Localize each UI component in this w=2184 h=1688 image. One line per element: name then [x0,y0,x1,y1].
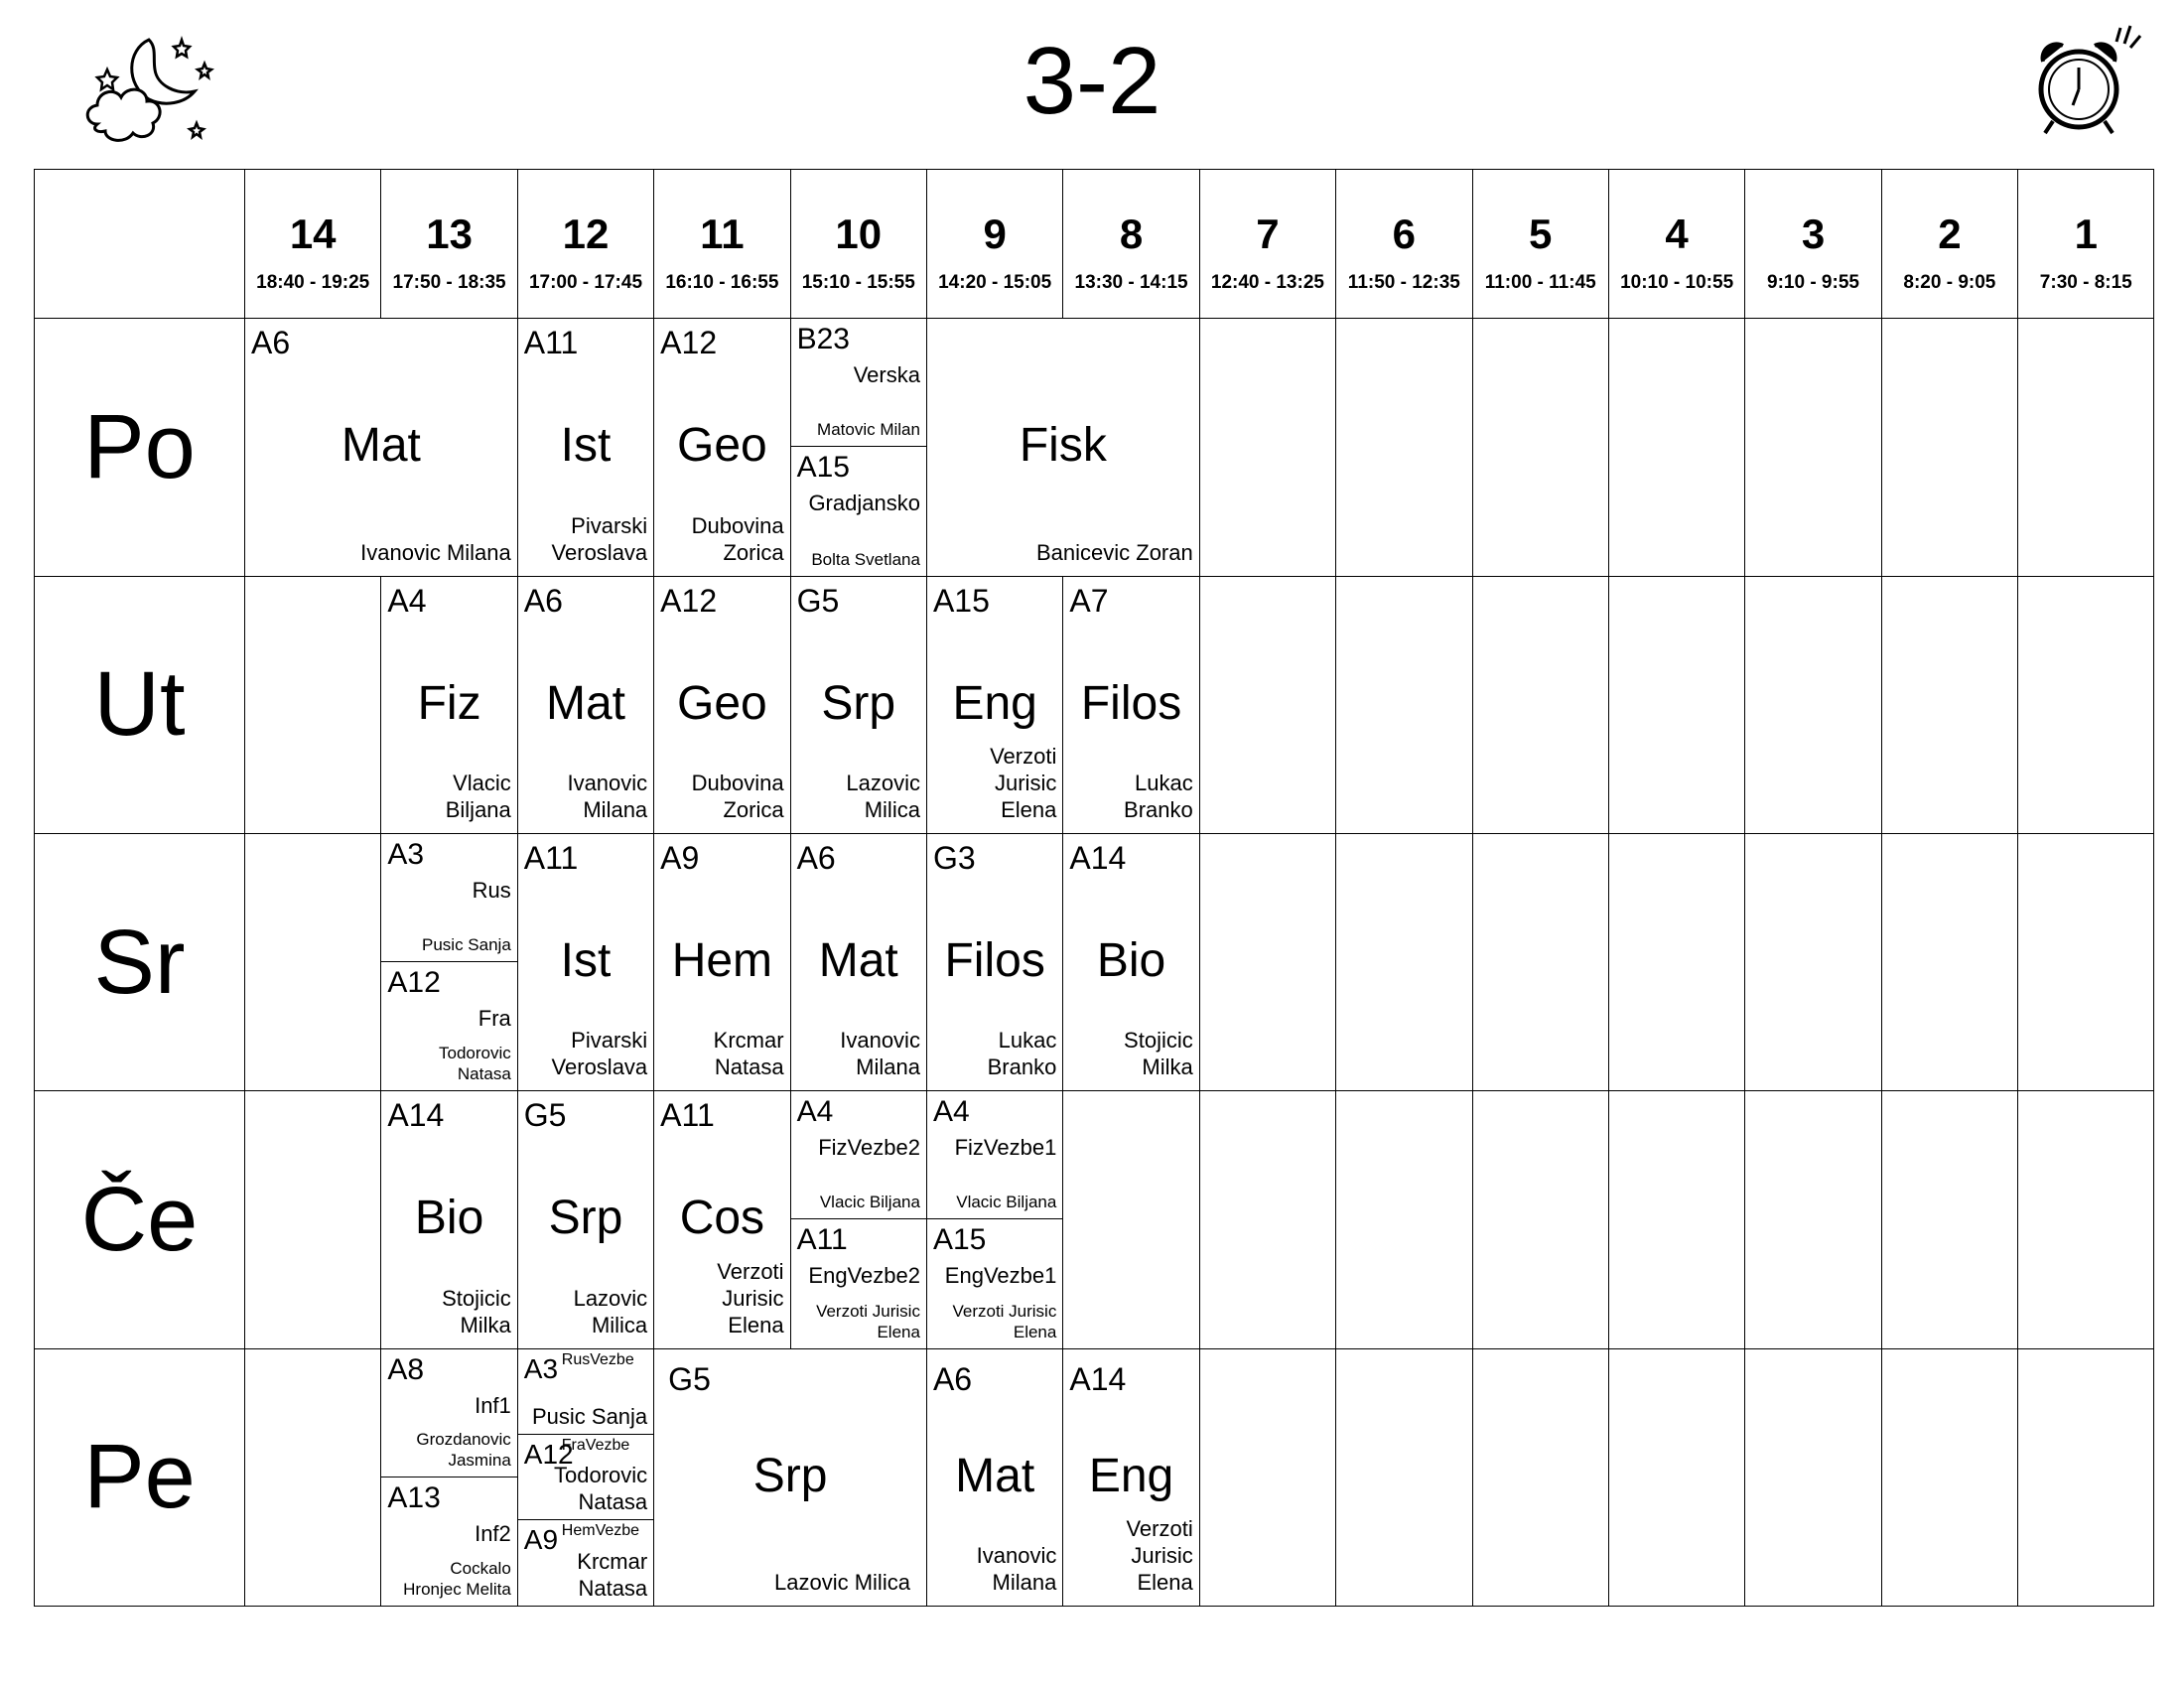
room-label: A15 [796,451,850,485]
teacher-label: Verzoti Jurisic Elena [952,1301,1057,1341]
lesson-third [518,1520,653,1606]
teacher-label: Pivarski Veroslava [551,1028,648,1080]
lesson-cell [517,1091,653,1348]
empty-cell [1881,1091,2017,1348]
period-header: 12 17:00 - 17:45 [517,170,653,319]
room-label: A9 [523,1523,559,1555]
room-label: G3 [932,839,976,876]
lesson-cell [926,833,1062,1090]
room-label: G5 [668,1360,711,1397]
room-label: A12 [523,1438,574,1470]
lesson-cell [790,833,926,1090]
teacher-label: Lazovic Milica [846,770,920,822]
lesson-half [381,834,516,962]
day-label: Ut [35,576,245,833]
room-label: A4 [932,1095,970,1129]
lesson-cell [654,319,790,576]
empty-cell [1472,1348,1608,1606]
lesson-cell [654,1091,790,1348]
subject-label: Verska [853,362,920,388]
room-label: A11 [660,1097,715,1134]
lesson-cell [790,576,926,833]
room-label: A3 [523,1352,559,1384]
page-title: 3-2 [1023,28,1161,134]
empty-cell [245,833,381,1090]
room-label: A3 [387,837,425,871]
empty-cell [1336,576,1472,833]
lesson-cell [1063,1348,1199,1606]
day-row-po [35,319,2154,576]
room-label: A12 [660,325,718,361]
lesson-cell [654,833,790,1090]
teacher-label: Verzoti Jurisic Elena [816,1301,920,1341]
empty-cell [1336,1091,1472,1348]
empty-cell [1472,319,1608,576]
subject-label: FizVezbe2 [818,1135,920,1161]
empty-cell [1608,833,1744,1090]
lesson-half [791,1219,926,1347]
empty-cell [1745,833,1881,1090]
room-label: A6 [251,325,291,361]
subject-label: Ist [560,933,612,987]
subject-label: RusVezbe [561,1350,634,1368]
subject-label: Mat [818,933,898,987]
empty-cell [1745,319,1881,576]
period-header: 4 10:10 - 10:55 [1608,170,1744,319]
room-label: A14 [387,1097,445,1134]
day-row-sr [35,833,2154,1090]
empty-cell [1472,576,1608,833]
period-header: 8 13:30 - 14:15 [1063,170,1199,319]
subject-label: Fisk [1019,419,1107,473]
room-label: A14 [1069,1360,1127,1397]
subject-label: Inf1 [475,1392,511,1418]
room-label: A6 [932,1360,973,1397]
subject-label: Eng [1088,1449,1174,1502]
day-label: Pe [35,1348,245,1606]
subject-label: Geo [677,676,767,730]
room-label: A8 [387,1352,425,1386]
room-label: A4 [796,1095,834,1129]
teacher-label: Grozdanovic Jasmina [416,1429,511,1470]
lesson-cell [926,576,1062,833]
empty-cell [1336,833,1472,1090]
subject-label: Hem [671,933,773,987]
room-label: A6 [796,839,836,876]
teacher-label: Lukac Branko [1124,770,1193,822]
day-label: Če [35,1091,245,1348]
teacher-label: Pusic Sanja [531,1403,648,1429]
teacher-label: Krcmar Natasa [713,1028,784,1080]
teacher-label: Ivanovic Milana [976,1543,1057,1595]
lesson-cell-split [926,1091,1062,1348]
day-row-ce [35,1091,2154,1348]
room-label: A11 [523,325,579,361]
teacher-label: Dubovina Zorica [691,770,784,822]
room-label: G5 [796,582,840,619]
empty-cell [2018,1348,2154,1606]
teacher-label: Todorovic Natasa [554,1462,648,1514]
room-label: A6 [523,582,563,619]
empty-cell [245,576,381,833]
empty-cell [1745,576,1881,833]
room-label: A12 [660,582,718,619]
teacher-label: Ivanovic Milana [360,539,511,565]
period-header: 2 8:20 - 9:05 [1881,170,2017,319]
subject-label: Bio [414,1192,484,1245]
teacher-label: Lazovic Milica [774,1570,910,1595]
empty-cell [1199,576,1335,833]
lesson-cell [381,576,517,833]
subject-label: Filos [944,933,1045,987]
lesson-third [518,1435,653,1520]
subject-label: Inf2 [475,1520,511,1546]
lesson-cell [517,319,653,576]
teacher-label: Stojicic Milka [1124,1028,1193,1080]
lesson-half [927,1091,1062,1219]
teacher-label: Banicevic Zoran [1035,539,1193,565]
teacher-label: Ivanovic Milana [567,770,648,822]
lesson-half [927,1219,1062,1347]
room-label: A15 [932,582,990,619]
moon-stars-cloud-icon [77,30,231,154]
period-header: 1 7:30 - 8:15 [2018,170,2154,319]
empty-cell [1199,833,1335,1090]
lesson-cell [926,1348,1062,1606]
room-label: A4 [387,582,427,619]
period-header: 13 17:50 - 18:35 [381,170,517,319]
subject-label: Srp [821,676,896,730]
teacher-label: Vlacic Biljana [819,1193,920,1212]
subject-label: Ist [560,419,612,473]
lesson-third [518,1349,653,1435]
lesson-cell [245,319,518,576]
subject-label: EngVezbe1 [944,1263,1057,1289]
teacher-label: Verzoti Jurisic Elena [717,1258,784,1337]
teacher-label: Pusic Sanja [422,935,511,955]
teacher-label: Vlacic Biljana [445,770,511,822]
empty-cell [1608,1348,1744,1606]
subject-label: Rus [472,877,511,903]
subject-label: Geo [677,419,767,473]
teacher-label: Matovic Milan [817,420,920,440]
lesson-half [791,447,926,575]
empty-cell [1063,1091,1199,1348]
period-header: 14 18:40 - 19:25 [245,170,381,319]
empty-cell [1472,1091,1608,1348]
lesson-cell [1063,833,1199,1090]
period-header: 3 9:10 - 9:55 [1745,170,1881,319]
empty-cell [1336,319,1472,576]
subject-label: Filos [1080,676,1182,730]
subject-label: Fra [478,1006,511,1032]
empty-cell [1336,1348,1472,1606]
empty-cell [1881,576,2017,833]
teacher-label: Lukac Branko [987,1028,1057,1080]
room-label: A7 [1069,582,1109,619]
empty-cell [1199,319,1335,576]
empty-cell [1881,1348,2017,1606]
lesson-half [791,1091,926,1219]
subject-label: FizVezbe1 [954,1135,1057,1161]
room-label: A11 [796,1223,848,1257]
lesson-cell [926,319,1199,576]
lesson-cell-split [517,1348,653,1606]
room-label: A9 [660,839,700,876]
lesson-half [381,962,516,1090]
empty-cell [1745,1091,1881,1348]
day-label: Po [35,319,245,576]
lesson-half [381,1349,516,1477]
teacher-label: Pivarski Veroslava [551,512,648,565]
period-header: 11 16:10 - 16:55 [654,170,790,319]
teacher-label: Stojicic Milka [442,1285,511,1337]
teacher-label: Vlacic Biljana [956,1193,1057,1212]
teacher-label: Dubovina Zorica [691,512,784,565]
lesson-half [381,1477,516,1606]
room-label: B23 [796,323,850,356]
empty-cell [1745,1348,1881,1606]
lesson-cell [517,833,653,1090]
room-label: A14 [1069,839,1127,876]
period-header: 10 15:10 - 15:55 [790,170,926,319]
subject-label: Eng [952,676,1037,730]
subject-label: EngVezbe2 [808,1263,920,1289]
lesson-cell-split [790,319,926,576]
lesson-cell-split [381,1348,517,1606]
subject-label: Mat [955,1449,1035,1502]
room-label: A13 [387,1480,441,1514]
teacher-label: Lazovic Milica [573,1285,648,1337]
teacher-label: Verzoti Jurisic Elena [990,743,1057,822]
room-label: A11 [523,839,579,876]
subject-label: Mat [545,676,625,730]
room-label: G5 [523,1097,567,1134]
subject-label: Cos [679,1192,765,1245]
empty-cell [1199,1091,1335,1348]
day-label: Sr [35,833,245,1090]
subject-label: Mat [341,419,421,473]
subject-label: Srp [548,1192,623,1245]
empty-cell [1472,833,1608,1090]
teacher-label: Todorovic Natasa [439,1044,511,1084]
lesson-cell-split [790,1091,926,1348]
empty-cell [1608,1091,1744,1348]
lesson-half [791,319,926,447]
header-row [35,170,2154,319]
teacher-label: Ivanovic Milana [840,1028,920,1080]
day-row-ut [35,576,2154,833]
teacher-label: Bolta Svetlana [811,549,920,569]
empty-cell [1608,576,1744,833]
lesson-cell [654,576,790,833]
lesson-cell [381,1091,517,1348]
lesson-cell [654,1348,927,1606]
empty-cell [1199,1348,1335,1606]
teacher-label: Krcmar Natasa [577,1548,648,1601]
lesson-cell-split [381,833,517,1090]
empty-cell [2018,576,2154,833]
period-header: 7 12:40 - 13:25 [1199,170,1335,319]
subject-label: FraVezbe [561,1436,630,1454]
corner-cell [35,170,245,319]
empty-cell [2018,833,2154,1090]
subject-label: Bio [1096,933,1166,987]
empty-cell [2018,319,2154,576]
room-label: A12 [387,966,441,1000]
empty-cell [1608,319,1744,576]
empty-cell [245,1348,381,1606]
day-row-pe [35,1348,2154,1606]
empty-cell [2018,1091,2154,1348]
lesson-cell [517,576,653,833]
empty-cell [245,1091,381,1348]
period-header: 5 11:00 - 11:45 [1472,170,1608,319]
timetable [34,169,2154,1607]
empty-cell [1881,833,2017,1090]
teacher-label: Verzoti Jurisic Elena [1126,1516,1193,1595]
lesson-cell [1063,576,1199,833]
empty-cell [1881,319,2017,576]
subject-label: Srp [752,1449,828,1502]
period-header: 6 11:50 - 12:35 [1336,170,1472,319]
room-label: A15 [932,1223,987,1257]
alarm-clock-icon [2021,18,2150,147]
subject-label: Fiz [417,676,481,730]
subject-label: Gradjansko [808,491,920,516]
teacher-label: Cockalo Hronjec Melita [403,1558,511,1599]
subject-label: HemVezbe [561,1521,640,1539]
period-header: 9 14:20 - 15:05 [926,170,1062,319]
